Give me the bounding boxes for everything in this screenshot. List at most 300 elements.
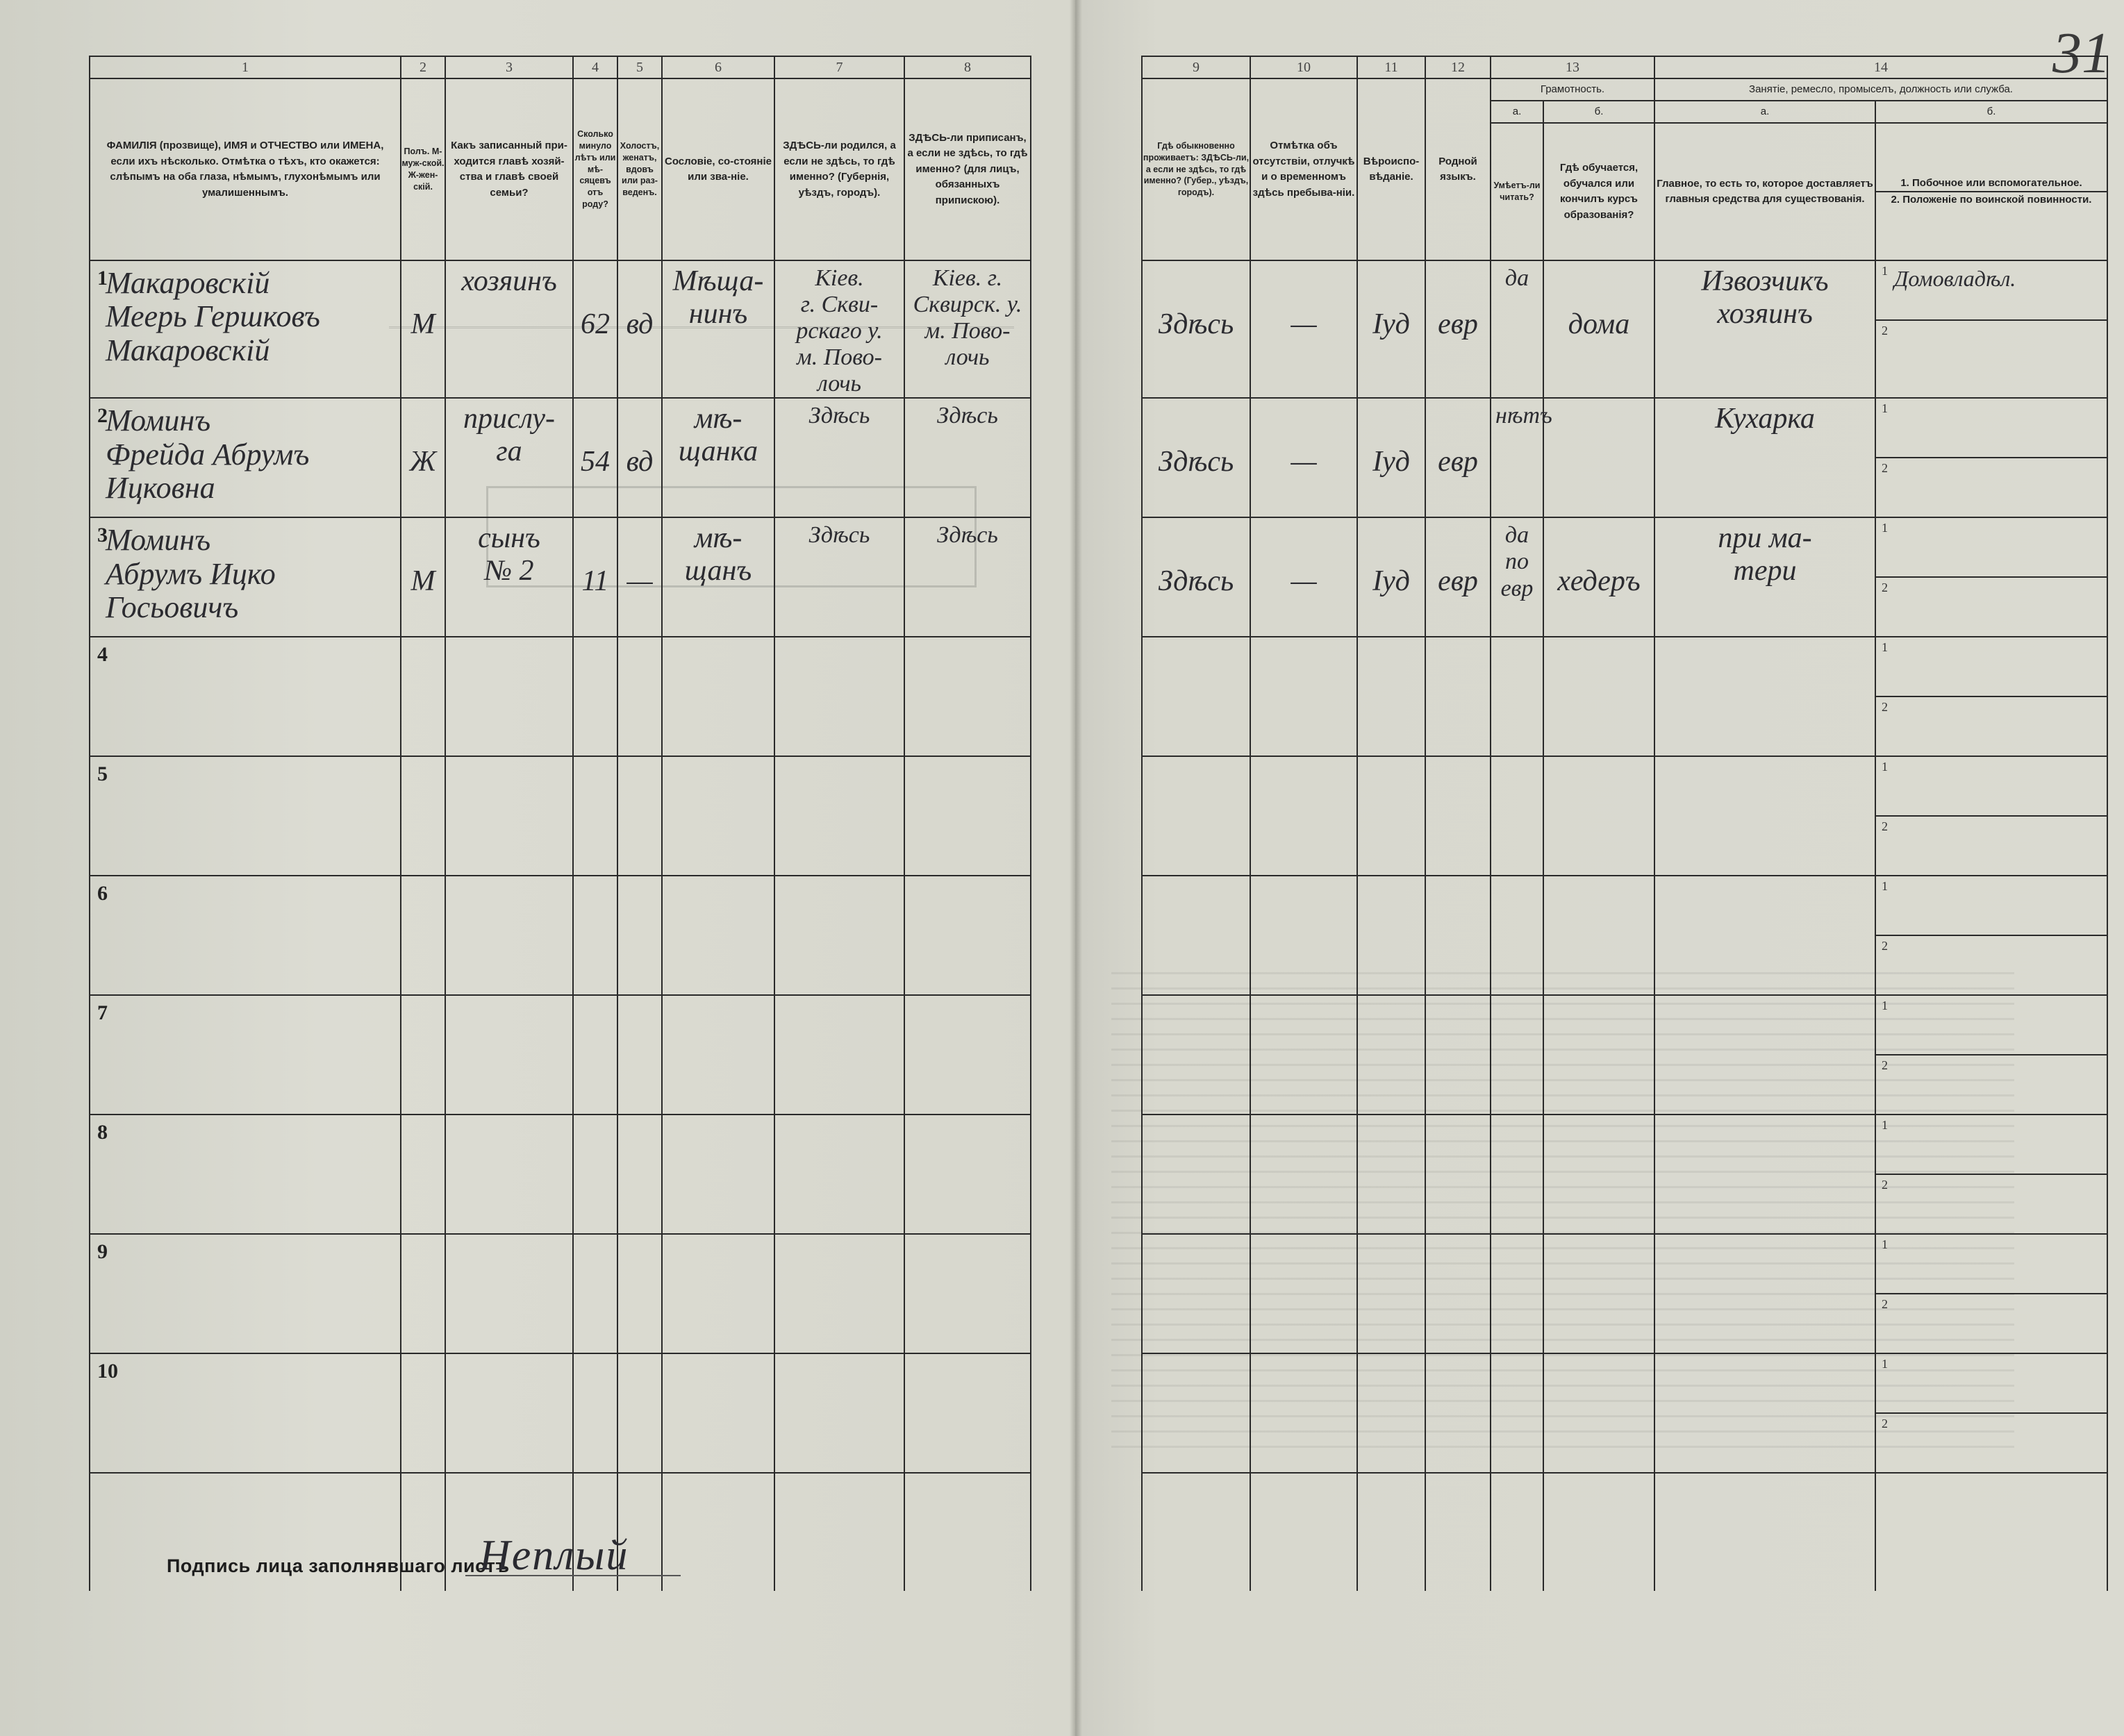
- birthplace-cell: [774, 876, 904, 995]
- col-number: 5: [617, 56, 662, 78]
- age-cell: [573, 1115, 617, 1234]
- sex-cell: [401, 1234, 445, 1353]
- religion-cell: [1357, 1115, 1425, 1234]
- military-status-subcell: [1876, 696, 2107, 756]
- side-occupation-value: [1876, 518, 2107, 524]
- military-status-value: [1876, 458, 2107, 464]
- occupation-value: [1655, 1354, 1875, 1358]
- religion-cell: [1357, 1234, 1425, 1353]
- header-can-read: Умѣетъ-ли читать?: [1491, 123, 1543, 260]
- subrow-number: 2: [1882, 581, 1888, 595]
- military-status-subcell: [1876, 815, 2107, 875]
- can-read-cell: [1491, 398, 1552, 517]
- sex-cell: [401, 398, 445, 517]
- sex-value: [401, 757, 445, 804]
- language-cell: [1425, 1115, 1491, 1234]
- occupation-value: [1655, 996, 1875, 1000]
- subrow-number: 1: [1882, 1237, 1888, 1252]
- relation-cell: [445, 637, 573, 756]
- residence-cell: [1142, 637, 1250, 756]
- sex-cell: [401, 756, 445, 876]
- language-cell: [1425, 398, 1491, 517]
- header-letter: а.: [1491, 101, 1543, 123]
- age-cell: [573, 517, 617, 637]
- col-number: 4: [573, 56, 617, 78]
- col-number: 8: [904, 56, 1031, 78]
- empty-cell: [1543, 1473, 1654, 1591]
- relation-value: прислу- га: [463, 403, 556, 468]
- side-occupation-value: [1876, 996, 2107, 1001]
- absence-value: [1251, 996, 1356, 1043]
- estate-cell: [662, 398, 774, 517]
- table-row: [90, 1353, 2107, 1473]
- table-row: [90, 637, 2107, 756]
- table-row: [90, 756, 2107, 876]
- language-cell: [1425, 637, 1491, 756]
- page-gap: [1031, 260, 1142, 398]
- age-cell: [573, 1234, 617, 1353]
- military-status-value: [1876, 1055, 2107, 1061]
- side-occupation-value: [1876, 399, 2107, 404]
- subrow-number: 1: [1882, 1357, 1888, 1371]
- header-age: Сколько минуло лѣтъ или мѣ-сяцевъ отъ роду?: [573, 78, 617, 260]
- military-status-value: [1876, 1414, 2107, 1419]
- registration-value: [905, 637, 1030, 642]
- can-read-value: [1491, 637, 1543, 642]
- side-occupation-subcell: [1876, 637, 2107, 696]
- header-born: ЗДѢСЬ-ли родился, а если не здѣсь, то гдѣ именно? (Губернія, уѣздъ, городъ).: [774, 78, 904, 260]
- person-name: [90, 996, 400, 1001]
- side-occupation-cell: [1875, 876, 2107, 995]
- col-number: 13: [1491, 56, 1654, 78]
- sex-cell: [401, 876, 445, 995]
- sex-value: Ж: [409, 446, 437, 478]
- side-occupation-subcell: [1876, 996, 2107, 1054]
- language-cell: [1425, 1353, 1491, 1473]
- relation-cell: [445, 876, 573, 995]
- occupation-cell: [1654, 517, 1875, 637]
- occupation-value: [1655, 757, 1875, 761]
- marital-value: [618, 637, 661, 685]
- table-row: [90, 1234, 2107, 1353]
- marital-value: вд: [626, 308, 654, 340]
- side-occupation-subcell: [1876, 1235, 2107, 1293]
- col-number: 11: [1357, 56, 1425, 78]
- estate-cell: [662, 517, 774, 637]
- estate-cell: [662, 260, 774, 398]
- registration-value: Кіев. г. Сквирск. у. м. Пово- лочь: [913, 265, 1022, 371]
- occupation-value: [1655, 876, 1875, 880]
- absence-cell: [1250, 995, 1357, 1115]
- language-value: [1426, 1354, 1490, 1401]
- subrow-number: 1: [1882, 999, 1888, 1013]
- sex-cell: [401, 995, 445, 1115]
- religion-value: [1358, 1235, 1425, 1282]
- language-value: евр: [1438, 446, 1478, 478]
- residence-value: [1143, 637, 1250, 685]
- header-education: Гдѣ обучается, обучался или кончилъ курсъ образованія?: [1543, 123, 1654, 260]
- row-number: 7: [97, 1001, 108, 1025]
- side-occupation-value: [1876, 876, 2107, 882]
- language-value: [1426, 996, 1490, 1043]
- language-value: евр: [1438, 565, 1478, 598]
- census-rows: [90, 260, 2107, 1591]
- side-occupation-cell: [1875, 756, 2107, 876]
- can-read-value: [1491, 757, 1543, 761]
- relation-value: [446, 1235, 572, 1239]
- military-status-subcell: [1876, 319, 2107, 379]
- can-read-value: да: [1504, 265, 1529, 291]
- name-cell: [90, 517, 401, 637]
- can-read-value: [1491, 1354, 1543, 1358]
- header-letter: б.: [1543, 101, 1654, 123]
- estate-value: [663, 1115, 774, 1119]
- header-letter: а.: [1654, 101, 1875, 123]
- relation-cell: [445, 1234, 573, 1353]
- relation-cell: [445, 398, 573, 517]
- page-gap: [1031, 78, 1142, 260]
- religion-value: [1358, 996, 1425, 1043]
- header-estate: Сословіе, со-стояніе или зва-ніе.: [662, 78, 774, 260]
- marital-cell: [617, 1353, 662, 1473]
- empty-cell: [1250, 1473, 1357, 1591]
- table-row: [90, 995, 2107, 1115]
- empty-cell: [904, 1473, 1031, 1591]
- education-value: [1544, 757, 1654, 804]
- residence-cell: [1142, 876, 1250, 995]
- relation-cell: [445, 756, 573, 876]
- education-cell: [1543, 1234, 1654, 1353]
- header-relation: Какъ записанный при-ходится главѣ хозяй-ства и главѣ своей семьи?: [445, 78, 573, 260]
- subrow-number: 2: [1882, 939, 1888, 953]
- relation-value: [446, 996, 572, 1000]
- relation-cell: [445, 1353, 573, 1473]
- subrow-number: 2: [1882, 1417, 1888, 1431]
- education-cell: [1543, 876, 1654, 995]
- col-number: 10: [1250, 56, 1357, 78]
- subrow-number: 1: [1882, 264, 1888, 278]
- registration-cell: [904, 995, 1031, 1115]
- education-cell: [1543, 995, 1654, 1115]
- empty-cell: [1425, 1473, 1491, 1591]
- header-sex: Полъ. М-муж-ской. Ж-жен-скій.: [401, 78, 445, 260]
- can-read-cell: [1491, 637, 1543, 756]
- marital-value: [618, 876, 661, 924]
- age-cell: [573, 398, 617, 517]
- header-military: 2. Положеніе по воинской повинности.: [1876, 191, 2107, 208]
- language-value: [1426, 757, 1490, 804]
- absence-cell: [1250, 876, 1357, 995]
- table-row: [90, 517, 2107, 637]
- marital-cell: [617, 1115, 662, 1234]
- residence-value: Здѣсь: [1158, 446, 1234, 478]
- military-status-subcell: [1876, 576, 2107, 636]
- residence-value: Здѣсь: [1158, 308, 1234, 340]
- col-number: 12: [1425, 56, 1491, 78]
- row-number: 1: [97, 267, 108, 290]
- col-number: 3: [445, 56, 573, 78]
- education-value: [1544, 876, 1654, 924]
- row-number: 2: [97, 404, 108, 428]
- residence-value: [1143, 1354, 1250, 1401]
- education-value: [1544, 1235, 1654, 1282]
- residence-cell: [1142, 995, 1250, 1115]
- subrow-number: 1: [1882, 760, 1888, 774]
- registration-cell: [904, 637, 1031, 756]
- education-cell: [1543, 398, 1654, 517]
- birthplace-cell: [774, 756, 904, 876]
- religion-cell: [1357, 398, 1425, 517]
- residence-value: [1143, 876, 1250, 924]
- person-name: [90, 1354, 400, 1360]
- relation-cell: [445, 995, 573, 1115]
- age-value: 62: [581, 308, 610, 340]
- absence-cell: [1250, 1115, 1357, 1234]
- col-number: 7: [774, 56, 904, 78]
- can-read-value: нѣтъ: [1495, 403, 1552, 429]
- sex-cell: [401, 260, 445, 398]
- residence-cell: [1142, 1234, 1250, 1353]
- absence-cell: [1250, 637, 1357, 756]
- estate-value: [663, 996, 774, 1000]
- residence-cell: [1142, 398, 1250, 517]
- birthplace-cell: [774, 517, 904, 637]
- religion-cell: [1357, 637, 1425, 756]
- registration-value: [905, 1115, 1030, 1119]
- birthplace-value: [775, 637, 904, 642]
- col-number: 9: [1142, 56, 1250, 78]
- subrow-number: 2: [1882, 461, 1888, 476]
- residence-value: [1143, 1235, 1250, 1282]
- side-occupation-value: [1876, 1235, 2107, 1240]
- birthplace-value: [775, 1235, 904, 1239]
- can-read-value: [1491, 1115, 1543, 1119]
- religion-cell: [1357, 876, 1425, 995]
- age-cell: [573, 876, 617, 995]
- age-cell: [573, 260, 617, 398]
- name-cell: [90, 260, 401, 398]
- estate-cell: [662, 995, 774, 1115]
- header-name: ФАМИЛІЯ (прозвище), ИМЯ и ОТЧЕСТВО или ИМЕНА, если ихъ нѣсколько. Отмѣтка о тѣхъ, кто окажется: слѣпымъ на оба глаза, нѣмымъ, глухонѣмымъ или умалишеннымъ.: [90, 78, 401, 260]
- estate-value: мѣ- щанка: [678, 403, 758, 468]
- page-gap: [1031, 1473, 1142, 1591]
- estate-value: [663, 637, 774, 642]
- can-read-cell: [1491, 260, 1543, 398]
- page-gap: [1031, 876, 1142, 995]
- registration-cell: [904, 517, 1031, 637]
- can-read-cell: [1491, 876, 1543, 995]
- page-gap: [1031, 995, 1142, 1115]
- subrow-number: 2: [1882, 819, 1888, 834]
- sex-value: [401, 996, 445, 1043]
- education-value: [1544, 637, 1654, 685]
- sex-cell: [401, 1353, 445, 1473]
- table-row: [90, 1115, 2107, 1234]
- age-value: [574, 637, 617, 685]
- side-occupation-value: [1876, 1115, 2107, 1121]
- marital-value: [618, 1354, 661, 1401]
- empty-cell: [1875, 1473, 2107, 1591]
- marital-cell: [617, 260, 662, 398]
- header-side-1: 1. Побочное или вспомогательное.: [1900, 176, 2082, 189]
- empty-cell: [1491, 1473, 1543, 1591]
- estate-cell: [662, 1115, 774, 1234]
- religion-value: [1358, 876, 1425, 924]
- relation-cell: [445, 260, 573, 398]
- side-occupation-value: Домовладѣл.: [1894, 266, 2016, 291]
- residence-value: [1143, 996, 1250, 1043]
- occupation-cell: [1654, 995, 1875, 1115]
- name-cell: [90, 1353, 401, 1473]
- sex-cell: [401, 1115, 445, 1234]
- row-number: 6: [97, 882, 108, 905]
- sex-value: [401, 637, 445, 685]
- person-name: [90, 876, 400, 882]
- col-number: 14: [1654, 56, 2107, 78]
- marital-cell: [617, 876, 662, 995]
- marital-cell: [617, 756, 662, 876]
- page-gap: [1031, 398, 1142, 517]
- page-gap: [1031, 1234, 1142, 1353]
- side-occupation-cell: [1875, 1115, 2107, 1234]
- birthplace-cell: [774, 260, 904, 398]
- subrow-number: 1: [1882, 1118, 1888, 1133]
- person-name: Макаровскій Меерь Гершковъ Макаровскій: [106, 266, 320, 367]
- age-value: [574, 876, 617, 924]
- subrow-number: 1: [1882, 879, 1888, 894]
- side-occupation-value: [1876, 757, 2107, 762]
- header-language: Родной языкъ.: [1425, 78, 1491, 260]
- birthplace-value: [775, 757, 904, 761]
- age-value: [574, 996, 617, 1043]
- marital-cell: [617, 637, 662, 756]
- header-occupation: Занятіе, ремесло, промыселъ, должность или служба.: [1654, 78, 2107, 101]
- estate-value: [663, 876, 774, 880]
- table-row: [90, 398, 2107, 517]
- occupation-value: при ма- тери: [1718, 522, 1812, 587]
- military-status-subcell: [1876, 1412, 2107, 1472]
- birthplace-value: Здѣсь: [808, 522, 870, 549]
- religion-cell: [1357, 517, 1425, 637]
- religion-cell: [1357, 756, 1425, 876]
- age-cell: [573, 756, 617, 876]
- absence-value: [1251, 1235, 1356, 1282]
- person-name: [90, 1235, 400, 1240]
- birthplace-value: [775, 996, 904, 1000]
- side-occupation-subcell: [1876, 1354, 2107, 1412]
- education-value: [1544, 1354, 1654, 1401]
- military-status-value: [1876, 578, 2107, 583]
- estate-value: [663, 1235, 774, 1239]
- side-occupation-cell: [1875, 260, 2107, 398]
- military-status-value: [1876, 1294, 2107, 1300]
- header-absence: Отмѣтка объ отсутствіи, отлучкѣ и о временномъ здѣсь пребыва-ніи.: [1250, 78, 1357, 260]
- birthplace-cell: [774, 637, 904, 756]
- military-status-subcell: [1876, 935, 2107, 994]
- occupation-cell: [1654, 637, 1875, 756]
- language-cell: [1425, 995, 1491, 1115]
- registration-value: [905, 1235, 1030, 1239]
- absence-cell: [1250, 517, 1357, 637]
- can-read-value: [1491, 1235, 1543, 1239]
- marital-value: [618, 1115, 661, 1162]
- birthplace-cell: [774, 398, 904, 517]
- page-gap: [1031, 1353, 1142, 1473]
- header-religion: Вѣроиспо-вѣданіе.: [1357, 78, 1425, 260]
- relation-value: [446, 1354, 572, 1358]
- page-gap: [1031, 517, 1142, 637]
- marital-value: [618, 1235, 661, 1282]
- age-value: [574, 1235, 617, 1282]
- residence-value: [1143, 757, 1250, 804]
- education-cell: [1543, 756, 1654, 876]
- occupation-cell: [1654, 1353, 1875, 1473]
- sheet-number: 31: [2052, 21, 2111, 85]
- education-value: [1544, 399, 1654, 446]
- occupation-cell: [1654, 260, 1875, 398]
- occupation-cell: [1654, 756, 1875, 876]
- sex-cell: [401, 517, 445, 637]
- relation-cell: [445, 517, 573, 637]
- name-cell: [90, 1115, 401, 1234]
- language-cell: [1425, 517, 1491, 637]
- header-marital: Холостъ, женатъ, вдовъ или раз-веденъ.: [617, 78, 662, 260]
- side-occupation-subcell: [1876, 876, 2107, 935]
- can-read-value: [1491, 996, 1543, 1000]
- can-read-cell: [1491, 517, 1543, 637]
- empty-cell: [1357, 1473, 1425, 1591]
- birthplace-value: [775, 1354, 904, 1358]
- marital-value: —: [627, 565, 653, 598]
- military-status-value: [1876, 817, 2107, 822]
- education-value: хедеръ: [1557, 565, 1641, 598]
- can-read-value: да по евр: [1500, 522, 1534, 601]
- residence-cell: [1142, 1353, 1250, 1473]
- row-number: 3: [97, 524, 108, 547]
- age-value: [574, 1354, 617, 1401]
- language-cell: [1425, 1234, 1491, 1353]
- registration-cell: [904, 876, 1031, 995]
- education-cell: [1543, 1353, 1654, 1473]
- military-status-value: [1876, 697, 2107, 703]
- birthplace-cell: [774, 1234, 904, 1353]
- row-number: 10: [97, 1360, 118, 1383]
- row-number: 5: [97, 762, 108, 786]
- age-cell: [573, 995, 617, 1115]
- col-number: 6: [662, 56, 774, 78]
- birthplace-cell: [774, 1115, 904, 1234]
- row-number: 8: [97, 1121, 108, 1144]
- language-value: [1426, 637, 1490, 685]
- absence-value: [1251, 1354, 1356, 1401]
- table-row: [90, 876, 2107, 995]
- subrow-number: 2: [1882, 1058, 1888, 1073]
- registration-value: [905, 757, 1030, 761]
- absence-cell: [1250, 1234, 1357, 1353]
- side-occupation-subcell: [1876, 1115, 2107, 1174]
- subrow-number: 2: [1882, 700, 1888, 715]
- header-main-occupation: Главное, то есть то, которое доставляетъ главныя средства для существованія.: [1654, 123, 1875, 260]
- religion-cell: [1357, 1353, 1425, 1473]
- registration-cell: [904, 1234, 1031, 1353]
- education-cell: [1543, 637, 1654, 756]
- person-name: Моминъ Фрейда Абрумъ Ицковна: [106, 403, 310, 506]
- can-read-value: [1491, 876, 1543, 880]
- marital-value: [618, 757, 661, 804]
- marital-value: вд: [626, 446, 654, 478]
- religion-value: [1358, 637, 1425, 685]
- absence-value: [1251, 637, 1356, 685]
